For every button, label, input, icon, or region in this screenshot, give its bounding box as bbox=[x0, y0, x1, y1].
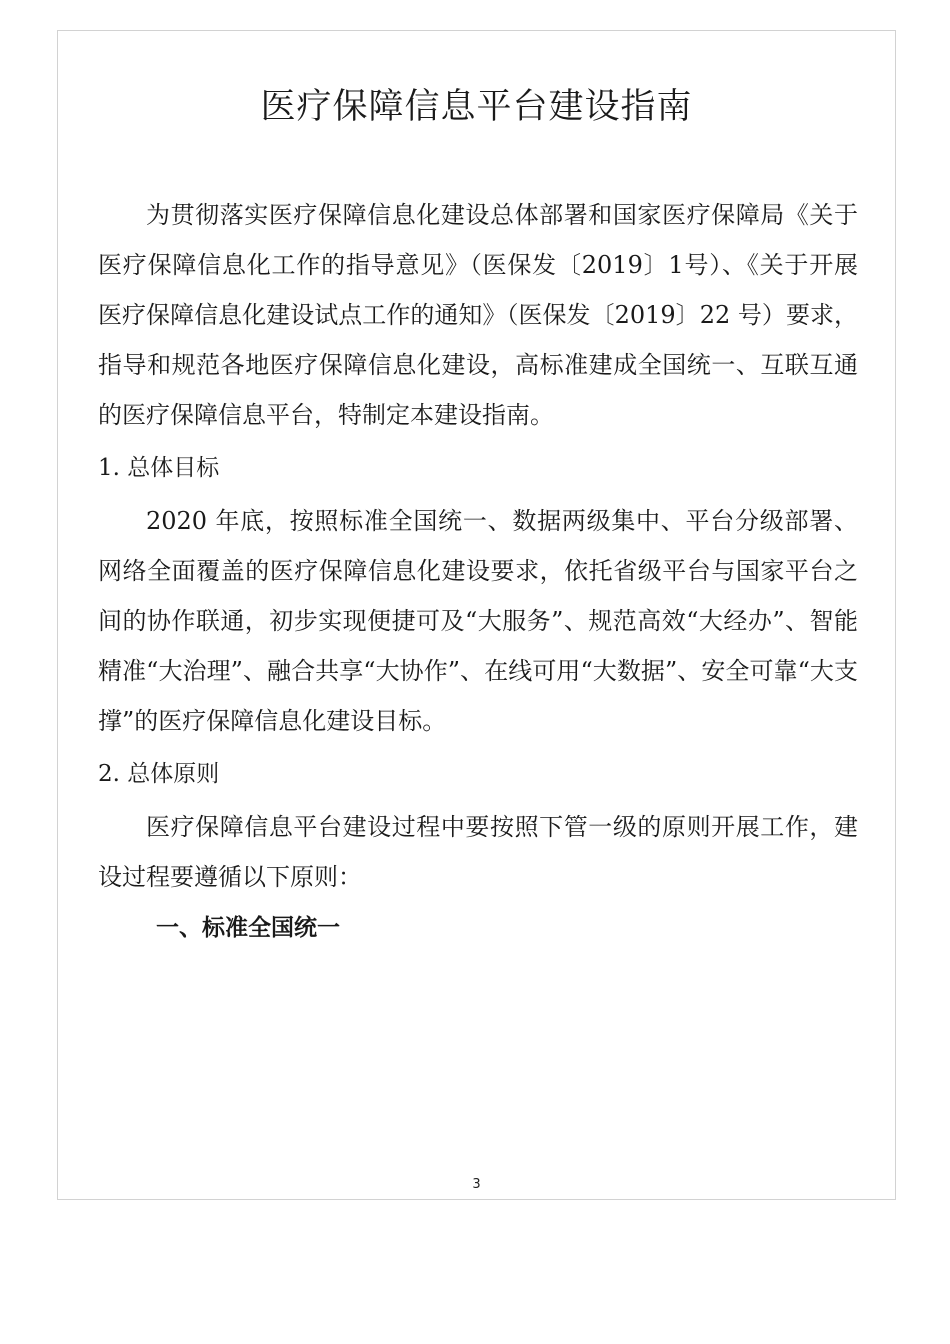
section-2-heading bbox=[98, 746, 858, 802]
document-body bbox=[98, 190, 858, 954]
section-1-title: 总体目标 bbox=[127, 455, 220, 481]
section-2-number: 2. bbox=[98, 761, 120, 787]
section-1-paragraph: 2020 年底，按照标准全国统一、数据两级集中、平台分级部署、网络全面覆盖的医疗保障信息化建设要求，依托省级平台与国家平台之间的协作联通，初步实现便捷可及“大服务”、规范高效“大经办”、智能精准“大治理”、融合共享“大协作”、在线可用“大数据”、安全可靠“大支撑”的医疗保障信息化建设目标。 bbox=[98, 507, 858, 735]
section-2-paragraph: 医疗保障信息平台建设过程中要按照下管一级的原则开展工作，建设过程要遵循以下原则： bbox=[98, 813, 858, 891]
page-number: 3 bbox=[472, 1177, 481, 1192]
section-1-heading bbox=[98, 440, 858, 496]
intro-paragraph: 为贯彻落实医疗保障信息化建设总体部署和国家医疗保障局《关于医疗保障信息化工作的指导意见》（医保发〔2019〕1号）、《关于开展医疗保障信息化建设试点工作的通知》（医保发〔2019〕22 号）要求，指导和规范各地医疗保障信息化建设，高标准建成全国统一、互联互通的医疗保障信息平台，特制定本建设指南。 bbox=[98, 201, 858, 429]
section-2-title: 总体原则 bbox=[127, 761, 220, 787]
document-title: 医疗保障信息平台建设指南 bbox=[260, 87, 693, 127]
sub-heading-standard: 一、标准全国统一 bbox=[156, 915, 340, 941]
section-1-number: 1. bbox=[98, 455, 120, 481]
